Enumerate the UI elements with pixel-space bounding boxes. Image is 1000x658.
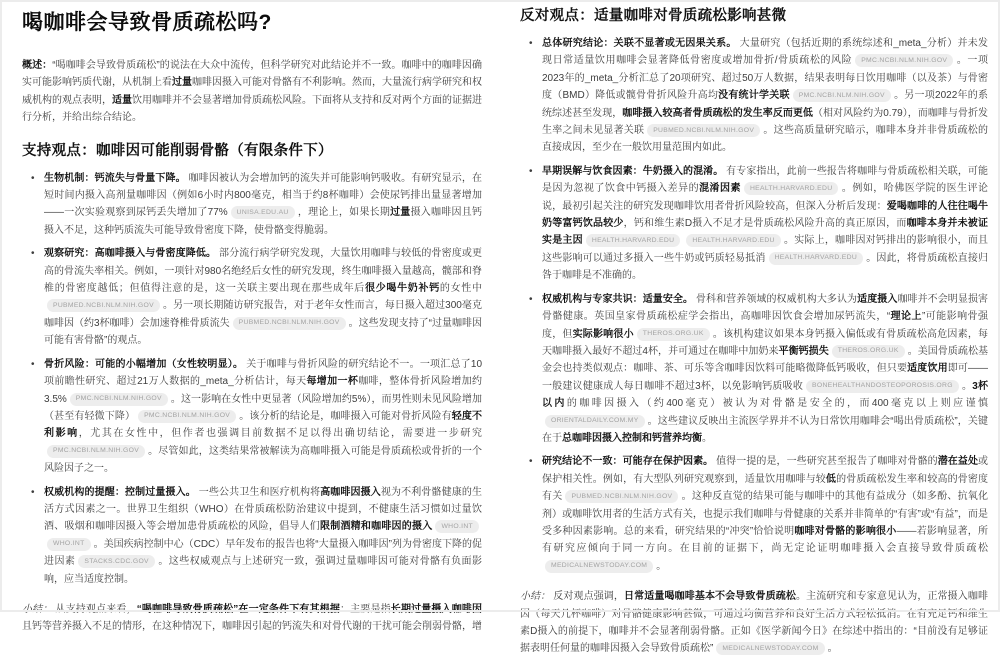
citation-badge[interactable]: HEALTH.HARVARD.EDU — [769, 252, 863, 265]
citation-badge[interactable]: MEDICALNEWSTODAY.COM — [716, 642, 824, 655]
bold-text: 没有统计学关联 — [718, 90, 790, 102]
citation-badge[interactable]: WHO.INT — [47, 538, 91, 551]
bold-text: 爱喝咖啡的人往往喝牛奶等富钙饮品较少 — [542, 200, 989, 230]
summary-label: 小结： — [520, 591, 551, 603]
bold-text: 低 — [825, 473, 837, 485]
bold-text: 理论上 — [890, 311, 922, 323]
oppose-section-heading: 反对观点：适量咖啡对骨质疏松影响甚微 — [520, 8, 787, 24]
bold-text: 总咖啡因摄入控制和钙营养均衡 — [562, 432, 702, 444]
citation-badge[interactable]: PUBMED.NCBI.NLM.NIH.GOV — [233, 317, 346, 330]
bold-text: 咖啡摄入较高者骨质疏松的发生率反而更低 — [622, 107, 813, 119]
bold-text: 日常适量喝咖啡基本不会导致骨质疏松 — [624, 591, 796, 603]
bold-text: 研究结论不一致：可能存在保护因素。 — [542, 456, 714, 468]
bullet-item: • 研究结论不一致：可能存在保护因素。 值得一提的是，一些研究甚至报告了咖啡对骨骼的潜在益处或保护相关性。例如，有大型队列研究观察到，适量饮用咖啡与较低的骨质疏松发生率和较高的骨密度有关 PUBMED.NCBI.NLM.NIH.GOV 。这种反直觉的结果可能与咖啡中的其他有益成分（如多酚、抗氧化剂）或咖啡饮用者的生活方式有关，也提示我们咖啡与骨健康的关系并非简单的“有害”或“有益”，而是受多种因素影响。总的来看，研究结果的“冲突”恰恰说明咖啡对骨骼的影响很小——若影响显著，所有研究应倾向于同一方向。在目前的证据下，尚无定论证明咖啡摄入会直接导致骨质疏松MEDICALNEWSTODAY.COM 。 — [542, 453, 988, 575]
bullet-item: • 早期误解与饮食因素：牛奶摄入的混淆。 有专家指出，此前一些报告将咖啡与骨质疏松相关联，可能是因为忽视了饮食中钙摄入差异的混淆因素 HEALTH.HARVARD.EDU 。例如，哈佛医学院的医生评论说，最初引起关注的研究发现咖啡饮用者骨折风险较高，但深入分析后发现：爱喝咖啡的人往往喝牛奶等富钙饮品较少，钙和维生素D摄入不足才是骨质疏松风险升高的真正原因，而咖啡本身并未被证实是主因 HEALTH.HARVARD.EDU HEALTH.HARVARD.EDU 。实际上，咖啡因对钙排出的影响很小，而且这些影响可以通过多摄入一些牛奶或钙质轻易抵消 HEALTH.HARVARD.EDU 。因此，将骨质疏松直接归咎于咖啡是不准确的。 — [542, 163, 988, 285]
bold-text: 概述： — [22, 60, 53, 71]
bullet-item: • 权威机构与专家共识：适量安全。 骨科和营养领域的权威机构大多认为适度摄入咖啡并不会明显损害骨骼健康。英国皇家骨质疏松症学会指出，高咖啡因饮食会增加尿钙流失，“理论上”可能影响骨强度，但实际影响很小 THEROS.ORG.UK 。该机构建议如果本身钙摄入偏低或有骨质疏松高危因素，每天咖啡摄入最好不超过4杯，并可通过在咖啡中加奶来平衡钙损失 THEROS.ORG.UK 。美国骨质疏松基金会也持类似观点：咖啡、茶、可乐等含咖啡因饮料可能略微降低钙吸收，但只要适度饮用即可——一般建议健康成人每日咖啡不超过3杯，以免影响钙质吸收 BONEHEALTHANDOSTEOPOROSIS.ORG 。3杯以内的咖啡因摄入（约400毫克）被认为对骨骼是安全的，而400毫克以上则应谨慎ORIENTALDAILY.COM.MY 。这些建议反映出主流医学界并不认为日常饮用咖啡会“喝出骨质疏松”，关键在于总咖啡因摄入控制和钙营养均衡。 — [542, 291, 988, 448]
bold-text: 权威机构的提醒：控制过量摄入。 — [44, 486, 196, 498]
citation-badge[interactable]: PMC.NCBI.NLM.NIH.GOV — [70, 393, 168, 406]
left-summary-paragraph: 小结： 从支持观点来看，“喝咖啡导致骨质疏松”在一定条件下有其根据：主要是指长期过量摄入咖啡因且钙等营养摄入不足的情形，在这种情况下，咖啡因引起的钙流失和对骨代谢的干扰可能会削弱骨骼，增 — [22, 603, 483, 633]
citation-badge[interactable]: MEDICALNEWSTODAY.COM — [545, 560, 653, 573]
bullet-item: • 权威机构的提醒：控制过量摄入。 一些公共卫生和医疗机构将高咖啡因摄入视为不利骨骼健康的生活方式因素之一。世界卫生组织（WHO）在骨质疏松防治建议中提到，不健康生活习惯如过量饮酒、吸烟和咖啡因摄入等会增加患骨质疏松的风险，倡导人们限制酒精和咖啡因的摄入 WHO.INTWHO.INT 。美国疾病控制中心（CDC）早年发布的报告也将“大量摄入咖啡因”列为骨密度下降的促进因素 STACKS.CDC.GOV 。这些权威观点与上述研究一致，强调过量咖啡因可能对骨骼有负面影响，应当适度控制。 — [44, 484, 482, 588]
citation-badge[interactable]: ORIENTALDAILY.COM.MY — [545, 415, 645, 428]
bold-text: 过量 — [172, 77, 192, 89]
bold-text: “喝咖啡导致骨质疏松”在一定条件下有其根据 — [136, 603, 340, 615]
bold-text: 总体研究结论：关联不显著或无因果关系。 — [542, 38, 737, 49]
bold-text: 3杯以内 — [542, 380, 989, 410]
bold-text: 限制酒精和咖啡因的摄入 — [320, 521, 433, 533]
oppose-bullet-list — [520, 35, 988, 575]
support-section-heading: 支持观点：咖啡因可能削弱骨骼（有限条件下） — [22, 142, 333, 159]
citation-badge[interactable]: HEALTH.HARVARD.EDU — [586, 234, 680, 247]
bullet-item: • 生物机制：钙流失与骨量下降。 咖啡因被认为会增加钙的流失并可能影响钙吸收。有研究显示，在短时间内摄入高剂量咖啡因（例如6小时内800毫克，相当于约8杯咖啡）会使尿钙排出量显著增加——一次实验观察到尿钙丢失增加了77% UNISA.EDU.AU ，理论上，如果长期过量摄入咖啡因且钙摄入不足，这种钙质流失可能导致骨密度下降，使骨骼变得脆弱。 — [44, 170, 482, 240]
bullet-item: • 观察研究：高咖啡摄入与骨密度降低。 部分流行病学研究发现，大量饮用咖啡与较低的骨密度或更高的骨流失率相关。例如，一项针对980名绝经后女性的研究发现，终生咖啡摄入量越高，髋部和脊椎的骨密度越低；但值得注意的是，这一关联主要出现在那些成年后很少喝牛奶补钙的女性中PUBMED.NCBI.NLM.NIH.GOV 。另一项长期随访研究报告，对于老年女性而言，每日摄入超过300毫克咖啡因（约3杯咖啡）会加速脊椎骨质流失 PUBMED.NCBI.NLM.NIH.GOV 。这些发现支持了“过量咖啡因可能有害骨骼”的观点。 — [44, 245, 482, 349]
citation-badge[interactable]: PMC.NCBI.NLM.NIH.GOV — [855, 54, 953, 67]
bold-text: 适度摄入 — [857, 293, 898, 305]
left-column — [22, 0, 482, 636]
summary-label: 小结： — [22, 603, 53, 615]
bold-text: 生物机制：钙流失与骨量下降。 — [44, 172, 186, 184]
bold-text: 观察研究：高咖啡摄入与骨密度降低。 — [44, 248, 217, 260]
bold-text: 平衡钙损失 — [778, 345, 829, 357]
citation-badge[interactable]: HEALTH.HARVARD.EDU — [744, 182, 838, 195]
support-bullet-list — [22, 170, 482, 588]
bold-text: 适量 — [112, 94, 132, 106]
bold-text: 高咖啡因摄入 — [320, 486, 381, 498]
bold-text: 很少喝牛奶补钙 — [365, 283, 440, 295]
bullet-item: • 骨折风险：可能的小幅增加（女性较明显）。 关于咖啡与骨折风险的研究结论不一。一项汇总了10项前瞻性研究、超过21万人数据的_meta_分析估计，每天每增加一杯咖啡，整体骨折风险增加约3.5% PMC.NCBI.NLM.NIH.GOV 。这一影响在女性中更显著（风险增加约5%），而男性则未见风险增加（甚至有轻微下降） PMC.NCBI.NLM.NIH.GOV 。该分析的结论是，咖啡摄入可能对骨折风险有轻度不利影响，尤其在女性中，但作者也强调目前数据不足以得出确切结论，需要进一步研究PMC.NCBI.NLM.NIH.GOV 。尽管如此，这类结果常被解读为高咖啡摄入可能是骨质疏松或骨折的一个风险因子之一。 — [44, 356, 482, 478]
overview-paragraph: 概述：“喝咖啡会导致骨质疏松”的说法在大众中流传，但科学研究对此结论并不一致。咖啡中的咖啡因确实可能影响钙质代谢，从机制上看过量咖啡因摄入可能对骨骼有不利影响。然而，大量流行病学研究和权威机构的观点表明，适量饮用咖啡并不会显著增加骨质疏松风险。下面将从支持和反对两个方面的证据进行分析，并给出综合结论。 — [22, 60, 482, 124]
citation-badge[interactable]: BONEHEALTHANDOSTEOPOROSIS.ORG — [806, 380, 959, 393]
citation-badge[interactable]: HEALTH.HARVARD.EDU — [686, 234, 780, 247]
bold-text: 咖啡对骨骼的影响很小 — [794, 525, 897, 537]
bold-text: 早期误解与饮食因素：牛奶摄入的混淆。 — [542, 165, 724, 177]
citation-badge[interactable]: UNISA.EDU.AU — [231, 206, 295, 219]
citation-badge[interactable]: WHO.INT — [435, 520, 479, 533]
bold-text: 长期过量摄入咖啡因 — [390, 603, 483, 615]
bold-text: 过量 — [390, 207, 411, 219]
right-column — [520, 0, 988, 658]
citation-badge[interactable]: PMC.NCBI.NLM.NIH.GOV — [47, 445, 145, 458]
right-summary-paragraph: 小结： 反对观点强调，日常适量喝咖啡基本不会导致骨质疏松。主流研究和专家意见认为，正常摄入咖啡因（每天几杯咖啡）对骨骼健康影响甚微，可通过均衡营养和良好生活方式轻松抵消。在有充足钙和维生素D摄入的前提下，咖啡并不会显著削弱骨骼。正如《医学新闻今日》在综述中指出的：“目前没有足够证据表明任何量的咖啡因摄入会导致骨质疏松” MEDICALNEWSTODAY.COM 。 — [520, 591, 989, 655]
citation-badge[interactable]: THEROS.ORG.UK — [832, 345, 905, 358]
citation-badge[interactable]: PUBMED.NCBI.NLM.NIH.GOV — [47, 299, 160, 312]
bold-text: 咖啡本身并未被证实是主因 — [542, 218, 989, 247]
citation-badge[interactable]: PMC.NCBI.NLM.NIH.GOV — [793, 89, 891, 102]
bold-text: 轻度不利影响 — [44, 410, 483, 440]
page-title: 喝咖啡会导致骨质疏松吗? — [22, 11, 272, 34]
citation-badge[interactable]: PUBMED.NCBI.NLM.NIH.GOV — [647, 124, 760, 137]
bold-text: 适度饮用 — [907, 363, 948, 375]
bold-text: 骨折风险：可能的小幅增加（女性较明显）。 — [44, 358, 244, 370]
bullet-item: • 总体研究结论：关联不显著或无因果关系。 大量研究（包括近期的系统综述和_meta_分析）并未发现日常适量饮用咖啡会显著降低骨密度或增加骨折/骨质疏松的风险 PMC.NCBI.NLM.NIH.GOV 。一项2023年的_meta_分析汇总了20项研究、超过50万人数据，结果表明每日饮用咖啡（以及茶）与骨密度（BMD）降低或髋骨骨折风险升高均没有统计学关联 PMC.NCBI.NLM.NIH.GOV 。另一项2022年的系统综述甚至发现，咖啡摄入较高者骨质疏松的发生率反而更低（相对风险约为0.79），而咖啡与骨折发生率之间未见显著关联 PUBMED.NCBI.NLM.NIH.GOV 。这些高质量研究暗示，咖啡本身并非骨质疏松的直接成因，至少在一般饮用量范围内如此。 — [542, 35, 988, 157]
bold-text: 每增加一杯 — [306, 376, 359, 388]
citation-badge[interactable]: PMC.NCBI.NLM.NIH.GOV — [138, 410, 236, 423]
citation-badge[interactable]: STACKS.CDC.GOV — [78, 555, 155, 568]
citation-badge[interactable]: THEROS.ORG.UK — [637, 328, 710, 341]
bold-text: 实际影响很小 — [572, 328, 634, 340]
bold-text: 混淆因素 — [699, 183, 741, 195]
citation-badge[interactable]: PUBMED.NCBI.NLM.NIH.GOV — [565, 490, 678, 503]
bold-text: 潜在益处 — [937, 456, 979, 468]
bold-text: 权威机构与专家共识：适量安全。 — [542, 293, 694, 305]
